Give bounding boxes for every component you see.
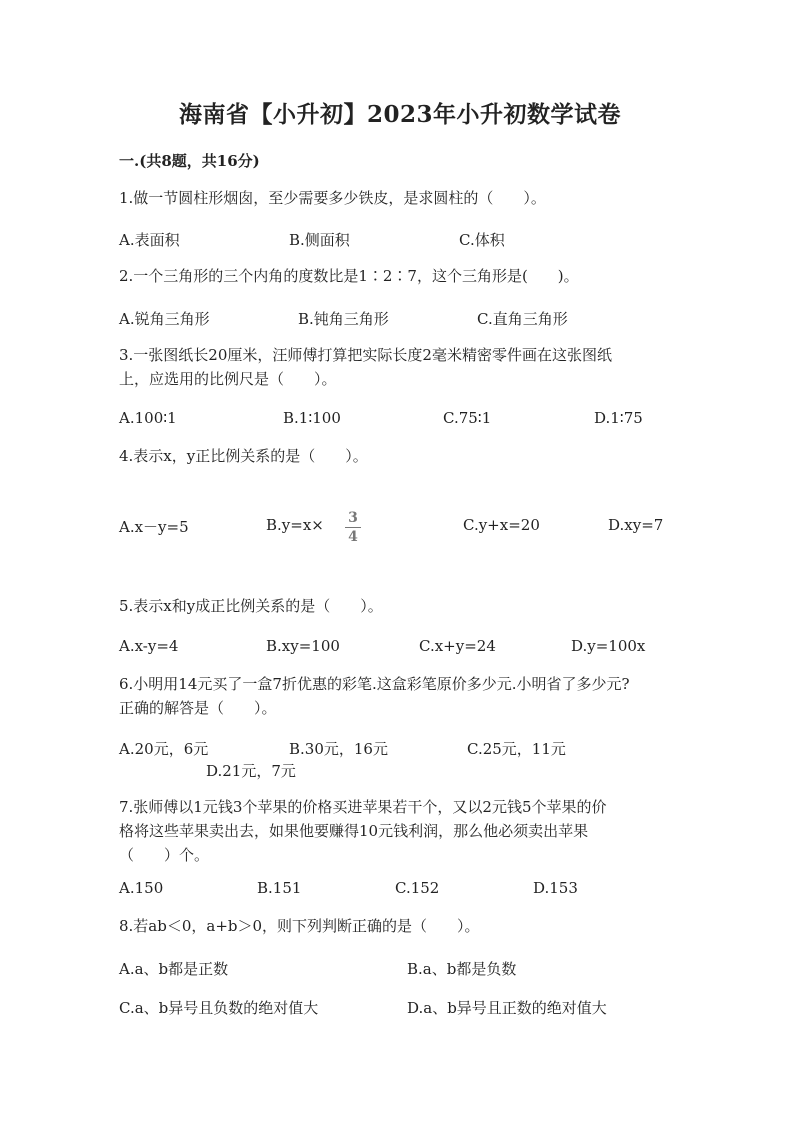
- q3-option-c: C.75∶1: [443, 409, 492, 427]
- q8-option-d: D.a、b异号且正数的绝对值大: [407, 999, 607, 1017]
- q2-option-b: B.钝角三角形: [298, 310, 389, 328]
- q3-option-a: A.100∶1: [119, 409, 177, 427]
- fraction-bar: [345, 527, 361, 528]
- q4-option-b: B.y=x×: [266, 516, 324, 534]
- q8-option-c: C.a、b异号且负数的绝对值大: [119, 999, 319, 1017]
- question-2-text: 2.一个三角形的三个内角的度数比是1∶2∶7，这个三角形是( )。: [119, 267, 579, 285]
- q3-option-b: B.1∶100: [283, 409, 341, 427]
- q2-option-c: C.直角三角形: [477, 310, 568, 328]
- question-5-text: 5.表示x和y成正比例关系的是（ ）。: [119, 597, 383, 615]
- q5-option-d: D.y=100x: [571, 637, 646, 655]
- fraction-numerator: 3: [348, 510, 358, 526]
- question-6-text-line1: 6.小明用14元买了一盒7折优惠的彩笔.这盒彩笔原价多少元.小明省了多少元?: [119, 675, 630, 693]
- question-7-text-line1: 7.张师傅以1元钱3个苹果的价格买进苹果若干个，又以2元钱5个苹果的价: [119, 798, 607, 816]
- page-title: 海南省【小升初】2023年小升初数学试卷: [178, 101, 621, 128]
- question-8-text: 8.若ab＜0，a+b＞0，则下列判断正确的是（ ）。: [119, 917, 480, 935]
- fraction-three-quarters: [343, 510, 363, 545]
- q4-option-c: C.y+x=20: [463, 516, 540, 534]
- section-heading: 一.(共8题，共16分): [119, 152, 260, 170]
- q8-option-b: B.a、b都是负数: [407, 960, 517, 978]
- q6-option-a: A.20元，6元: [119, 740, 209, 758]
- q5-option-c: C.x+y=24: [419, 637, 496, 655]
- q1-option-b: B.侧面积: [289, 231, 350, 249]
- q1-option-c: C.体积: [459, 231, 505, 249]
- q2-option-a: A.锐角三角形: [119, 310, 210, 328]
- q7-option-c: C.152: [395, 879, 440, 897]
- q8-option-a: A.a、b都是正数: [119, 960, 229, 978]
- q6-option-c: C.25元，11元: [467, 740, 566, 758]
- q7-option-b: B.151: [257, 879, 302, 897]
- fraction-denominator: 4: [348, 529, 358, 545]
- q1-option-a: A.表面积: [119, 231, 180, 249]
- question-7-text-line2: 格将这些苹果卖出去，如果他要赚得10元钱利润，那么他必须卖出苹果: [119, 822, 589, 840]
- question-7-text-line3: （ ）个。: [119, 846, 210, 864]
- q6-option-b: B.30元，16元: [289, 740, 388, 758]
- question-3-text-line2: 上，应选用的比例尺是（ ）。: [119, 370, 337, 388]
- question-4-text: 4.表示x，y正比例关系的是（ ）。: [119, 447, 368, 465]
- question-6-text-line2: 正确的解答是（ ）。: [119, 699, 277, 717]
- q4-option-a: A.x－y=5: [119, 518, 189, 536]
- q7-option-a: A.150: [119, 879, 164, 897]
- q5-option-a: A.x-y=4: [119, 637, 179, 655]
- question-3-text-line1: 3.一张图纸长20厘米，汪师傅打算把实际长度2毫米精密零件画在这张图纸: [119, 346, 612, 364]
- q4-option-d: D.xy=7: [608, 516, 664, 534]
- question-1-text: 1.做一节圆柱形烟囱，至少需要多少铁皮，是求圆柱的（ ）。: [119, 189, 546, 207]
- q6-option-d: D.21元，7元: [206, 762, 296, 780]
- q5-option-b: B.xy=100: [266, 637, 340, 655]
- q3-option-d: D.1∶75: [594, 409, 643, 427]
- q7-option-d: D.153: [533, 879, 578, 897]
